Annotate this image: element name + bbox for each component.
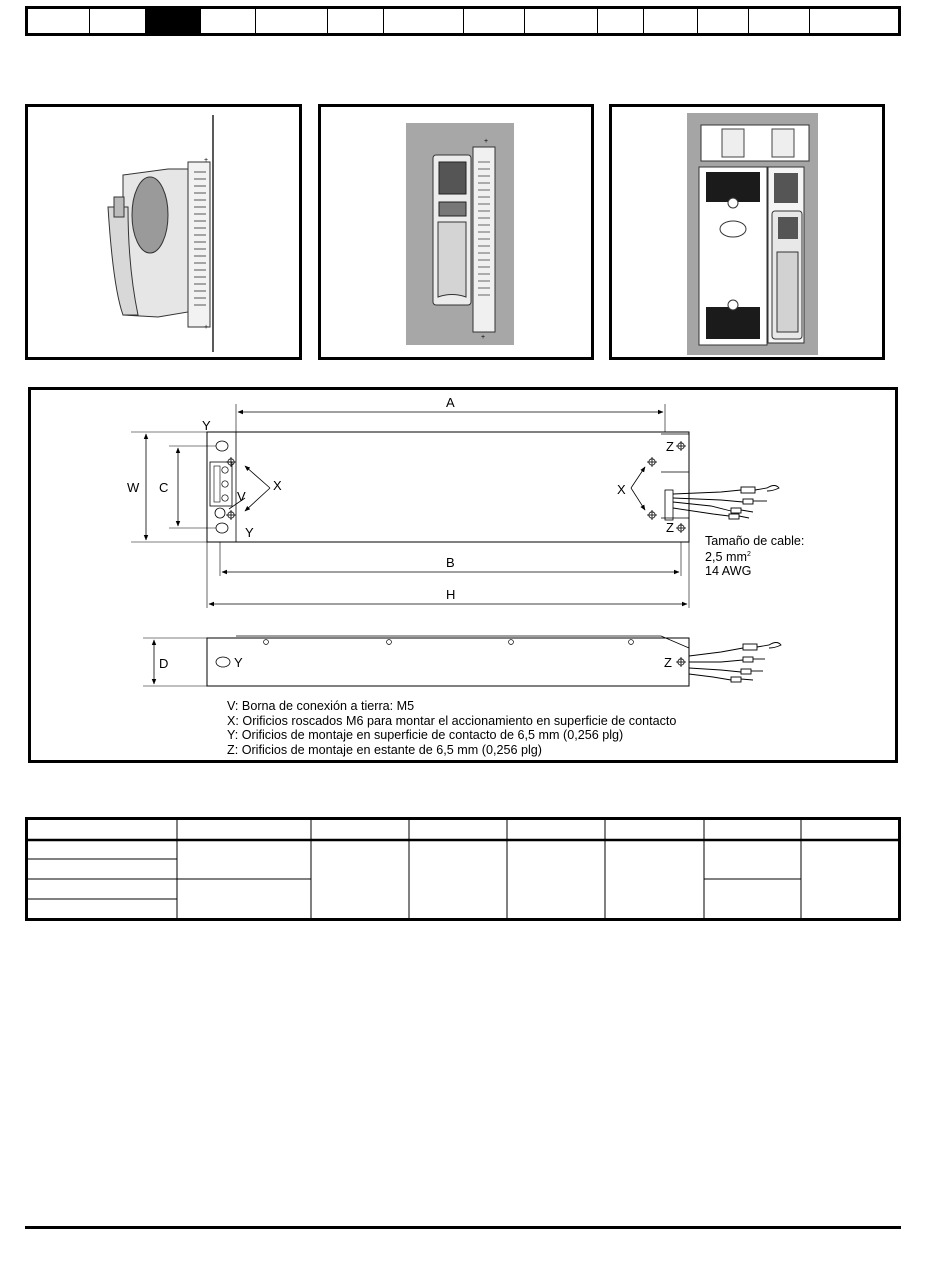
dim-label-d: D <box>159 656 169 671</box>
cable-note-mm-sup: 2 <box>747 551 751 558</box>
side-view-photo <box>25 104 302 360</box>
header-tab-10[interactable] <box>598 9 644 33</box>
legend-item-y: Y: Orificios de montaje en superficie de contacto de 6,5 mm (0,256 plg) <box>227 728 624 743</box>
header-tab-3[interactable] <box>146 9 201 33</box>
cable-note-title: Tamaño de cable: <box>705 534 805 548</box>
legend-item-x: X: Orificios roscados M6 para montar el accionamiento en superficie de contacto <box>227 713 677 728</box>
header-tab-13[interactable] <box>749 9 810 33</box>
drawing-legend <box>227 699 676 757</box>
callout-v: V <box>237 489 246 504</box>
header-tab-12[interactable] <box>698 9 749 33</box>
cabinet-view-photo <box>609 104 885 360</box>
header-tab-4[interactable] <box>201 9 256 33</box>
dim-label-w: W <box>127 480 140 495</box>
cable-note-mm <box>705 548 804 564</box>
cable-note-mm-value: 2,5 mm <box>705 550 747 565</box>
filter-dimension-drawing <box>28 387 898 763</box>
callout-z-bottom: Z <box>666 520 674 535</box>
dim-label-h: H <box>446 587 456 602</box>
header-tab-11[interactable] <box>644 9 698 33</box>
header-tab-14[interactable] <box>810 9 898 33</box>
header-tab-9[interactable] <box>525 9 598 33</box>
header-tab-8[interactable] <box>464 9 525 33</box>
callout-z-side: Z <box>664 655 672 670</box>
header-tab-5[interactable] <box>256 9 328 33</box>
callout-y-top: Y <box>202 418 211 433</box>
legend-item-z: Z: Orificios de montaje en estante de 6,5 mm (0,256 plg) <box>227 742 542 757</box>
callout-y-bottom: Y <box>245 525 254 540</box>
dimensions-table <box>25 817 901 921</box>
dim-label-a: A <box>446 395 455 410</box>
cable-note-awg: 14 AWG <box>705 564 752 579</box>
dim-label-b: B <box>446 555 455 570</box>
header-tab-bar <box>25 6 901 36</box>
front-view-photo <box>318 104 594 360</box>
legend-item-v: V: Borna de conexión a tierra: M5 <box>227 699 415 713</box>
svg-text:+: + <box>484 138 489 145</box>
header-tab-2[interactable] <box>90 9 146 33</box>
callout-x-right: X <box>617 482 626 497</box>
svg-text:+: + <box>204 324 209 331</box>
footer-rule <box>25 1226 901 1229</box>
header-tab-1[interactable] <box>28 9 90 33</box>
callout-y-side: Y <box>234 655 243 670</box>
dim-label-c: C <box>159 480 169 495</box>
callout-z-top: Z <box>666 439 674 454</box>
svg-text:+: + <box>481 334 486 341</box>
callout-x-left: X <box>273 478 282 493</box>
svg-text:+: + <box>204 157 209 164</box>
header-tab-6[interactable] <box>328 9 384 33</box>
header-tab-7[interactable] <box>384 9 464 33</box>
cable-size-note <box>705 534 804 578</box>
